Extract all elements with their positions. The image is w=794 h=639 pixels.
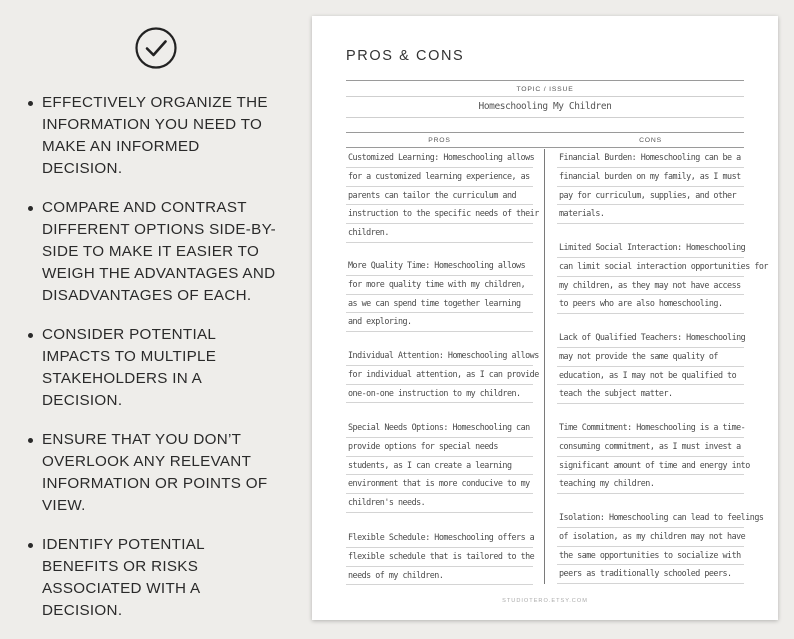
benefit-line: DECISION. <box>42 160 123 177</box>
cons-label: CONS <box>639 137 662 144</box>
pro-item <box>346 419 533 513</box>
con-item <box>557 509 764 584</box>
pro-item-line: More Quality Time: Homeschooling allows <box>346 257 533 276</box>
divider <box>346 132 744 133</box>
con-item-line: pay for curriculum, supplies, and other <box>557 187 744 206</box>
benefit-line: INFORMATION YOU NEED TO <box>42 116 263 133</box>
pro-item-line: Flexible Schedule: Homeschooling offers a <box>346 529 533 548</box>
con-item-line: teaching my children. <box>557 475 744 494</box>
pro-item-line: Special Needs Options: Homeschooling can <box>346 419 533 438</box>
benefit-line: DECISION. <box>42 602 123 619</box>
pro-item <box>346 529 533 585</box>
pro-item <box>346 347 539 403</box>
divider <box>346 80 744 81</box>
benefit-item <box>24 534 304 622</box>
benefit-line: DIFFERENT OPTIONS SIDE-BY- <box>42 221 276 238</box>
benefit-line: MAKE AN INFORMED <box>42 138 200 155</box>
pro-item-line: for a customized learning experience, as <box>346 168 533 187</box>
divider <box>346 96 744 97</box>
benefit-line: ENSURE THAT YOU DON’T <box>42 431 242 448</box>
footer-url: STUDIOTERO.ETSY.COM <box>502 598 588 604</box>
pros-cons-worksheet <box>312 16 778 620</box>
pro-item-line: parents can tailor the curriculum and <box>346 187 533 206</box>
benefit-line: IMPACTS TO MULTIPLE <box>42 348 217 365</box>
con-item-line: can limit social interaction opportunities for <box>557 258 744 277</box>
pro-item-line: for individual attention, as I can provide <box>346 366 533 385</box>
con-item-line: to peers who are also homeschooling. <box>557 295 744 314</box>
benefit-line: ASSOCIATED WITH A <box>42 580 201 597</box>
con-item-line: financial burden on my family, as I must <box>557 168 744 187</box>
pro-item-line: Customized Learning: Homeschooling allows <box>346 149 533 168</box>
pro-item-line: and exploring. <box>346 313 533 332</box>
pro-item-line: environment that is more conducive to my <box>346 475 533 494</box>
con-item-line: significant amount of time and energy into <box>557 457 744 476</box>
con-item-line: the same opportunities to socialize with <box>557 547 744 566</box>
con-item <box>557 329 744 404</box>
divider <box>346 147 744 148</box>
benefit-item <box>24 92 304 180</box>
con-item-line: peers as traditionally schooled peers. <box>557 565 744 584</box>
con-item-line: of isolation, as my children may not have <box>557 528 744 547</box>
con-item-line: education, as I may not be qualified to <box>557 367 744 386</box>
benefit-item <box>24 324 304 412</box>
pro-item <box>346 149 539 243</box>
benefit-line: WEIGH THE ADVANTAGES AND <box>42 265 276 282</box>
pro-item-line: instruction to the specific needs of their <box>346 205 533 224</box>
benefit-line: VIEW. <box>42 497 86 514</box>
con-item-line: teach the subject matter. <box>557 385 744 404</box>
pro-item-line: provide options for special needs <box>346 438 533 457</box>
con-item <box>557 149 744 224</box>
pro-item-line: Individual Attention: Homeschooling allows <box>346 347 533 366</box>
worksheet-title: PROS & CONS <box>346 48 465 64</box>
con-item-line: materials. <box>557 205 744 224</box>
benefit-line: CONSIDER POTENTIAL <box>42 326 217 343</box>
topic-value: Homeschooling My Children <box>478 101 612 112</box>
benefit-item <box>24 429 304 517</box>
benefits-list <box>24 92 304 639</box>
divider <box>346 117 744 118</box>
benefit-line: DECISION. <box>42 392 123 409</box>
con-item-line: Isolation: Homeschooling can lead to feelings <box>557 509 744 528</box>
con-item <box>557 239 768 314</box>
pro-item-line: as we can spend time together learning <box>346 295 533 314</box>
benefit-line: BENEFITS OR RISKS <box>42 558 199 575</box>
benefit-line: OVERLOOK ANY RELEVANT <box>42 453 252 470</box>
benefit-line: INFORMATION OR POINTS OF <box>42 475 268 492</box>
benefit-item <box>24 197 304 307</box>
checkmark-circle-icon <box>135 27 177 69</box>
benefit-line: IDENTIFY POTENTIAL <box>42 536 205 553</box>
pro-item-line: needs of my children. <box>346 567 533 586</box>
pro-item-line: students, as I can create a learning <box>346 457 533 476</box>
benefit-line: SIDE TO MAKE IT EASIER TO <box>42 243 260 260</box>
pros-label: PROS <box>428 137 451 144</box>
con-item-line: Lack of Qualified Teachers: Homeschooling <box>557 329 744 348</box>
pro-item-line: children. <box>346 224 533 243</box>
benefit-line: COMPARE AND CONTRAST <box>42 199 247 216</box>
con-item-line: consuming commitment, as I must invest a <box>557 438 744 457</box>
pro-item-line: flexible schedule that is tailored to the <box>346 548 533 567</box>
column-divider <box>544 149 545 584</box>
con-item-line: Time Commitment: Homeschooling is a time- <box>557 419 744 438</box>
benefit-line: STAKEHOLDERS IN A <box>42 370 203 387</box>
pro-item <box>346 257 533 332</box>
pro-item-line: for more quality time with my children, <box>346 276 533 295</box>
con-item <box>557 419 750 494</box>
benefit-line: DISADVANTAGES OF EACH. <box>42 287 252 304</box>
benefit-line: EFFECTIVELY ORGANIZE THE <box>42 94 268 111</box>
con-item-line: Financial Burden: Homeschooling can be a <box>557 149 744 168</box>
pro-item-line: one-on-one instruction to my children. <box>346 385 533 404</box>
topic-label: TOPIC / ISSUE <box>516 86 574 93</box>
con-item-line: may not provide the same quality of <box>557 348 744 367</box>
con-item-line: my children, as they may not have access <box>557 277 744 296</box>
pro-item-line: children's needs. <box>346 494 533 513</box>
con-item-line: Limited Social Interaction: Homeschooling <box>557 239 744 258</box>
